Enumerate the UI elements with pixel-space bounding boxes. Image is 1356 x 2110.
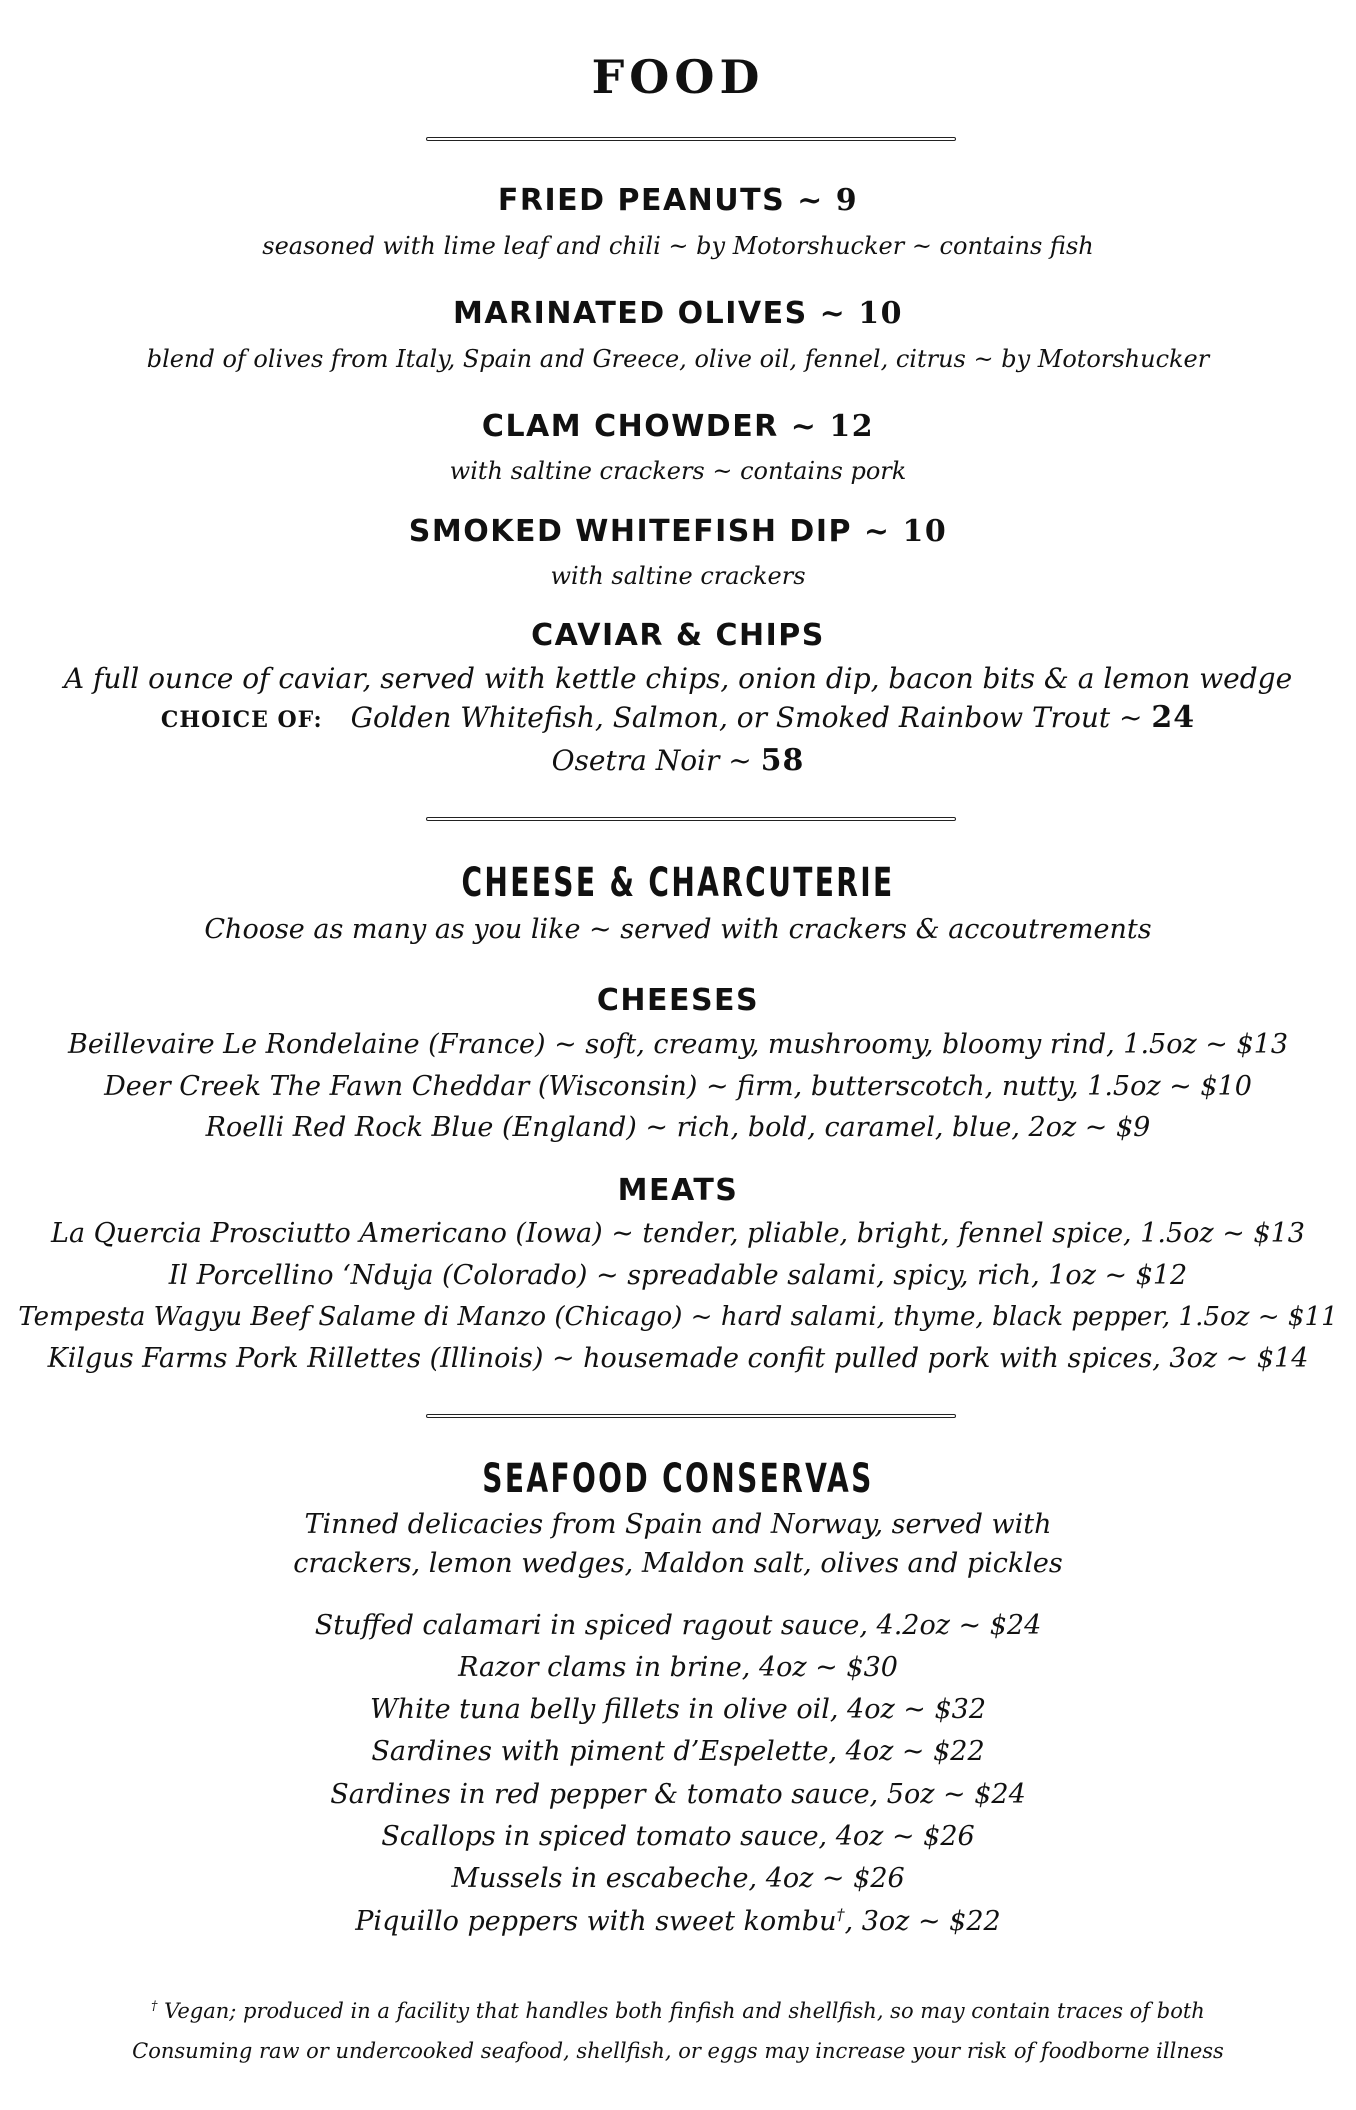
- list-item: Sardines with piment d’Espelette, 4oz ~ $22: [371, 1736, 985, 1767]
- list-item: Stuffed calamari in spiced ragout sauce, 4.2oz ~ $24: [314, 1610, 1042, 1641]
- menu-item-smoked-whitefish-dip: [0, 514, 1356, 549]
- item-sep: ~: [851, 514, 903, 549]
- list-item: Roelli Red Rock Blue (England) ~ rich, bold, caramel, blue, 2oz ~ $9: [205, 1112, 1151, 1143]
- section-subtitle: Choose as many as you like ~ served with crackers & accoutrements: [204, 914, 1152, 945]
- caviar-premium-line: [0, 743, 1356, 778]
- item-description: seasoned with lime leaf and chili ~ by Motorshucker ~ contains fish: [262, 232, 1094, 260]
- item-name: SMOKED WHITEFISH DIP: [408, 514, 852, 549]
- premium-text: Osetra Noir ~: [551, 744, 752, 777]
- list-item: Mussels in escabeche, 4oz ~ $26: [451, 1863, 905, 1894]
- list-item: La Quercia Prosciutto Americano (Iowa) ~ tender, pliable, bright, fennel spice, 1.5oz ~ $13: [51, 1218, 1305, 1249]
- list-item: White tuna belly fillets in olive oil, 4oz ~ $32: [369, 1694, 987, 1725]
- premium-price: 58: [760, 743, 805, 778]
- list-item: Sardines in red pepper & tomato sauce, 5oz ~ $24: [330, 1779, 1026, 1810]
- section-title-charcuterie: CHEESE & CHARCUTERIE: [461, 860, 895, 906]
- choice-text: Golden Whitefish, Salmon, or Smoked Rainbow Trout ~: [350, 701, 1143, 734]
- choice-price: 24: [1151, 700, 1196, 735]
- item-sep: ~: [778, 409, 830, 444]
- divider: [426, 817, 956, 821]
- page-title: FOOD: [591, 50, 765, 104]
- subsection-title-meats: MEATS: [617, 1173, 739, 1208]
- list-item: Deer Creek The Fawn Cheddar (Wisconsin) ~ firm, butterscotch, nutty, 1.5oz ~ $10: [104, 1071, 1252, 1102]
- caviar-choice-line: [0, 700, 1356, 735]
- section-intro: crackers, lemon wedges, Maldon salt, olives and pickles: [293, 1548, 1063, 1579]
- item-description: with saltine crackers: [550, 562, 806, 590]
- choice-label: CHOICE OF:: [160, 707, 323, 733]
- item-text: , 3oz ~ $22: [844, 1906, 1001, 1937]
- item-price: 9: [835, 183, 859, 218]
- list-item: Scallops in spiced tomato sauce, 4oz ~ $26: [381, 1821, 975, 1852]
- item-name: FRIED PEANUTS: [497, 183, 786, 218]
- item-price: 10: [902, 514, 948, 549]
- list-item: Kilgus Farms Pork Rillettes (Illinois) ~ housemade confit pulled pork with spices, 3oz ~ $14: [47, 1343, 1309, 1374]
- footnote-vegan: [0, 1998, 1356, 2023]
- item-price: 12: [829, 409, 875, 444]
- footnote-text: Vegan; produced in a facility that handles both finfish and shellfish, so may contain traces of both: [157, 1999, 1205, 2023]
- item-description: blend of olives from Italy, Spain and Greece, olive oil, fennel, citrus ~ by Motorshucker: [146, 345, 1210, 373]
- item-text: Piquillo peppers with sweet kombu: [355, 1906, 837, 1937]
- list-item: Razor clams in brine, 4oz ~ $30: [458, 1652, 898, 1683]
- item-name: CLAM CHOWDER: [481, 409, 779, 444]
- footnote-warning: Consuming raw or undercooked seafood, shellfish, or eggs may increase your risk of foodborne illness: [132, 2039, 1224, 2063]
- dagger-mark: †: [836, 1905, 845, 1924]
- section-intro: Tinned delicacies from Spain and Norway, served with: [304, 1509, 1052, 1540]
- item-description: A full ounce of caviar, served with kettle chips, onion dip, bacon bits & a lemon wedge: [63, 662, 1293, 695]
- item-sep: ~: [785, 183, 836, 218]
- item-price: 10: [858, 296, 903, 331]
- item-description: with saltine crackers ~ contains pork: [449, 457, 907, 485]
- item-name: MARINATED OLIVES: [452, 296, 808, 331]
- section-title-conservas: SEAFOOD CONSERVAS: [482, 1456, 874, 1502]
- subsection-title-cheeses: CHEESES: [596, 983, 760, 1018]
- menu-item-fried-peanuts: [0, 183, 1356, 218]
- menu-item-marinated-olives: [0, 296, 1356, 331]
- divider: [426, 1414, 956, 1418]
- list-item: Tempesta Wagyu Beef Salame di Manzo (Chicago) ~ hard salami, thyme, black pepper, 1.5oz ~ $11: [18, 1302, 1338, 1332]
- list-item: [0, 1905, 1356, 1937]
- menu-item-clam-chowder: [0, 409, 1356, 444]
- menu-item-caviar-chips: CAVIAR & CHIPS: [531, 618, 825, 653]
- item-sep: ~: [807, 296, 859, 331]
- divider: [426, 137, 956, 141]
- list-item: Beillevaire Le Rondelaine (France) ~ soft, creamy, mushroomy, bloomy rind, 1.5oz ~ $13: [67, 1029, 1289, 1060]
- dagger-mark: †: [151, 1998, 158, 2013]
- list-item: Il Porcellino ‘Nduja (Colorado) ~ spreadable salami, spicy, rich, 1oz ~ $12: [168, 1260, 1188, 1291]
